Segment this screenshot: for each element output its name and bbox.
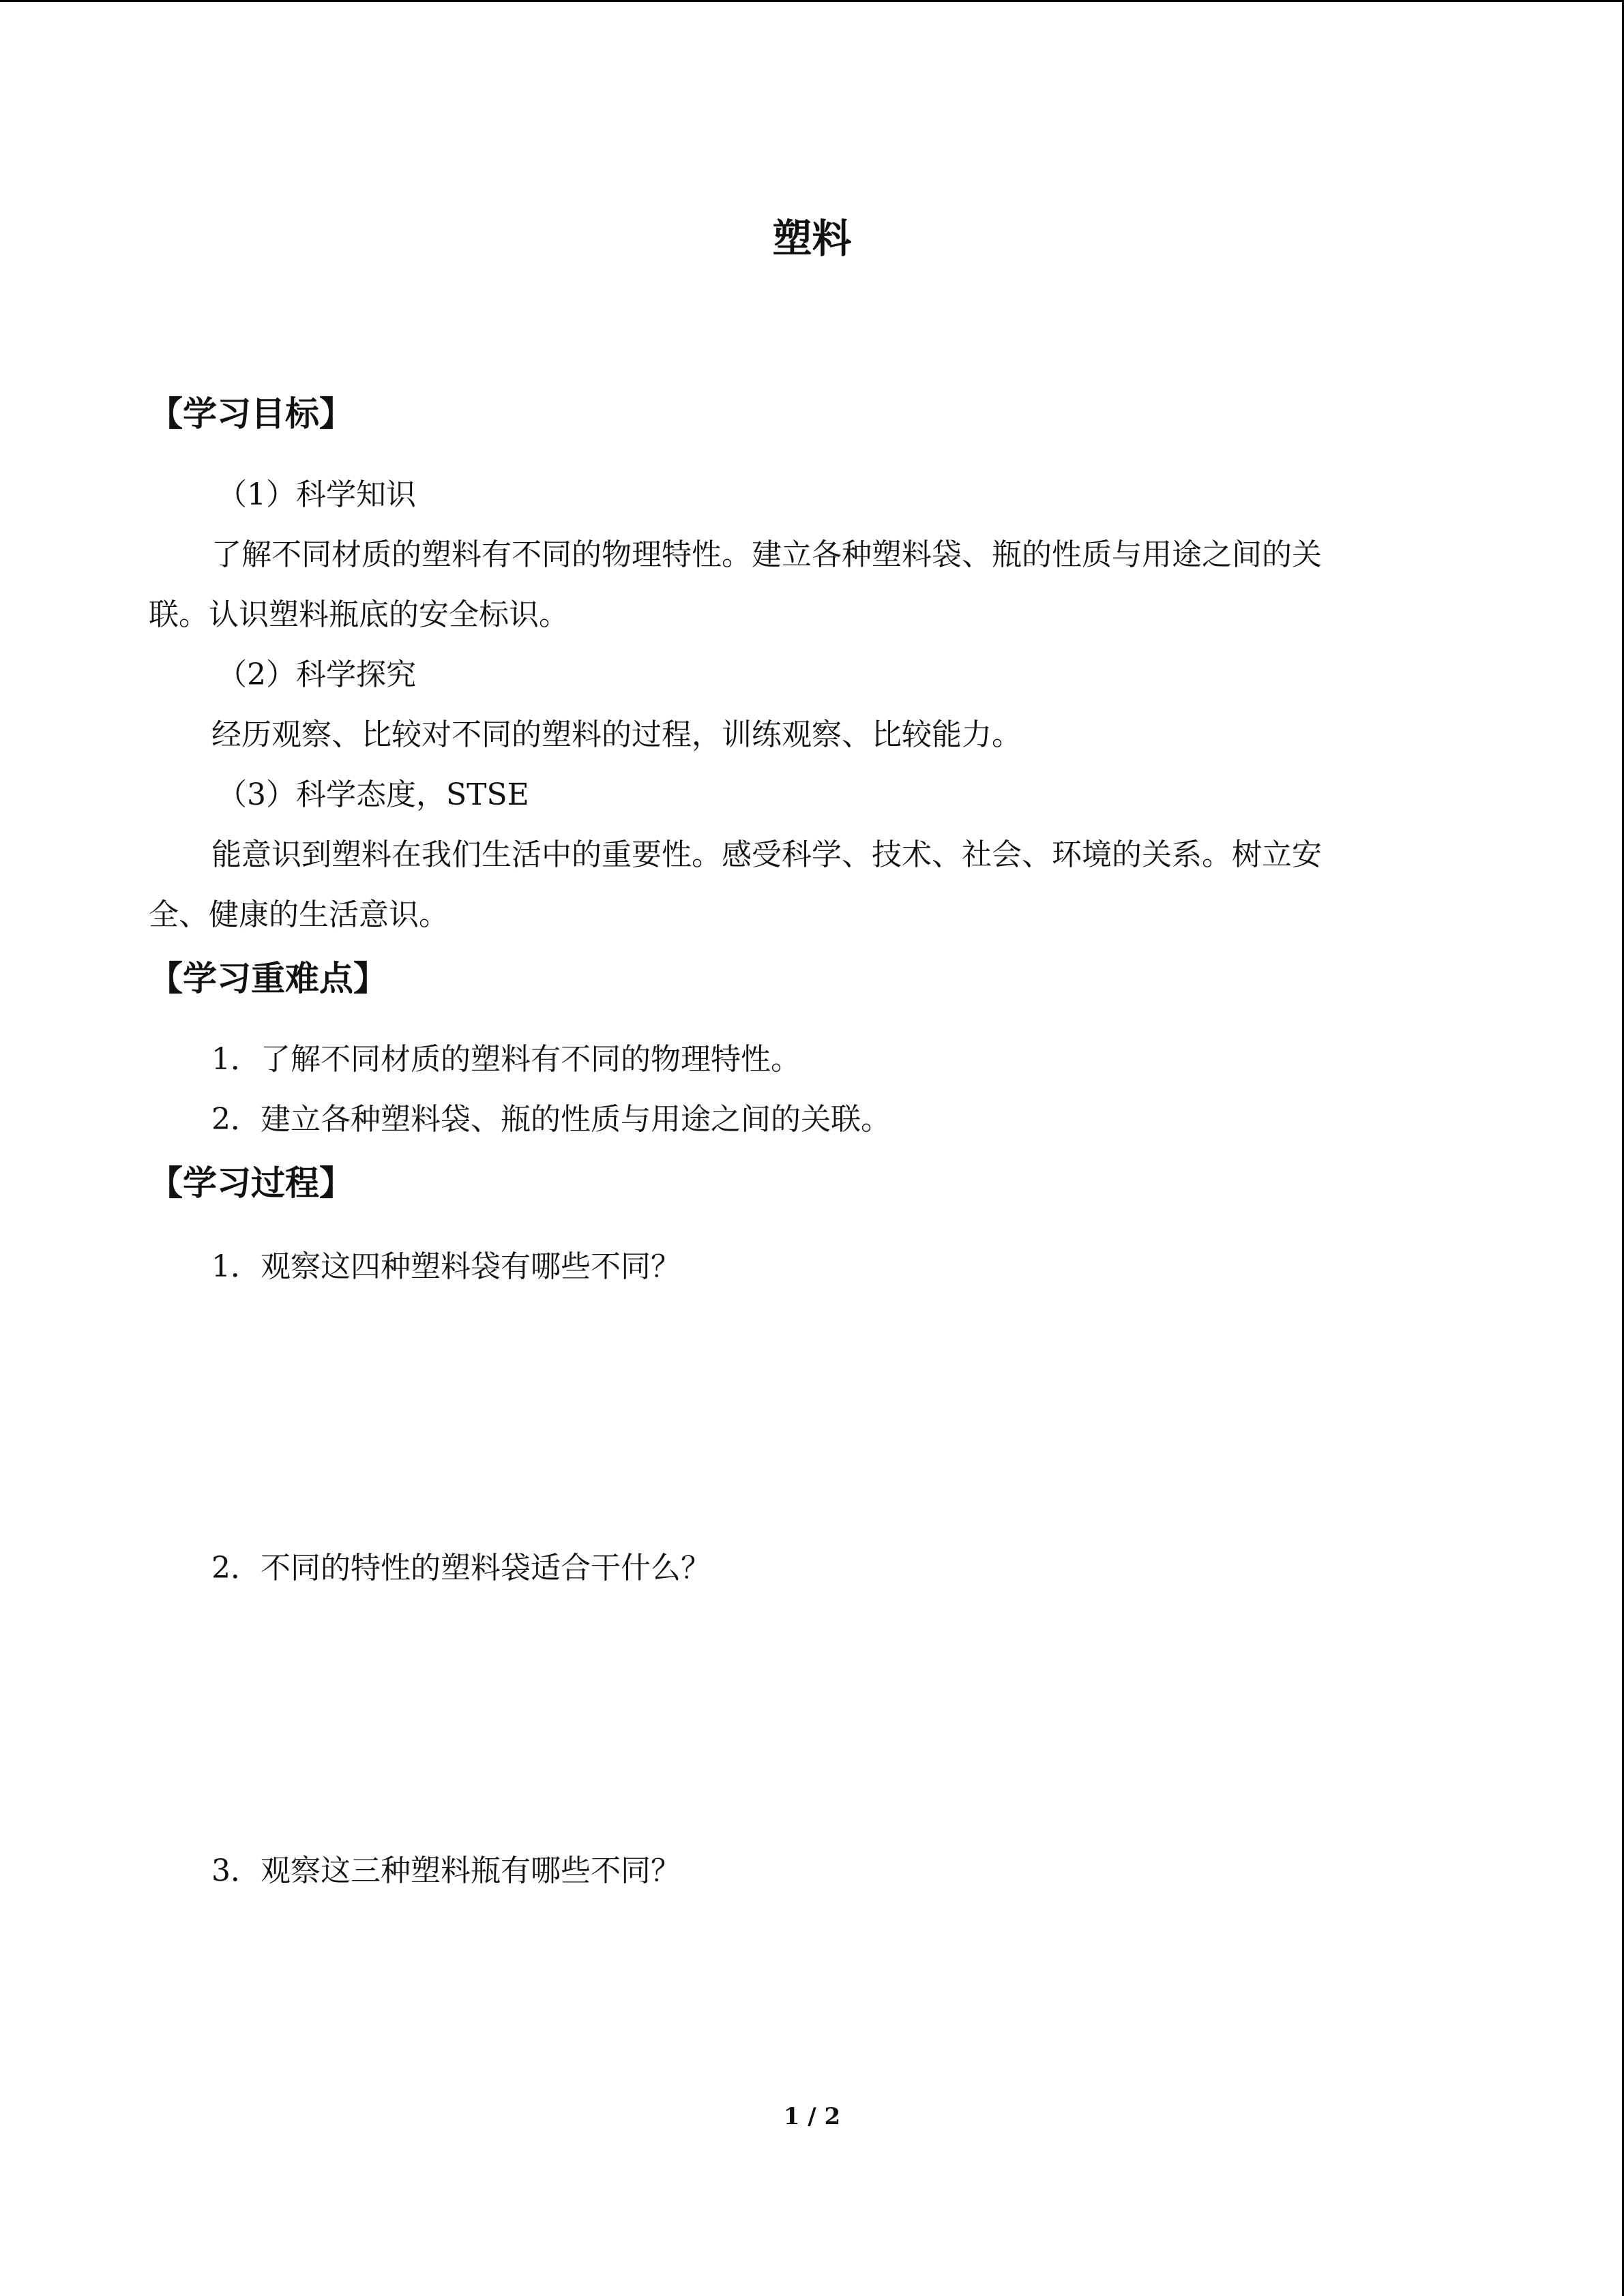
section-heading-key-points: 【学习重难点】: [149, 959, 387, 998]
goal-inquiry-text: 经历观察、比较对不同的塑料的过程，训练观察、比较能力。: [211, 717, 1022, 752]
goal-inquiry-label: （2）科学探究: [217, 657, 416, 692]
goal-knowledge-text-line1: 了解不同材质的塑料有不同的物理特性。建立各种塑料袋、瓶的性质与用途之间的关: [211, 537, 1322, 572]
process-item-2: 2．不同的特性的塑料袋适合干什么？: [211, 1551, 711, 1585]
goal-knowledge-text-line2: 联。认识塑料瓶底的安全标识。: [149, 597, 569, 632]
section-heading-process: 【学习过程】: [149, 1163, 353, 1203]
goal-attitude-label: （3）科学态度，STSE: [217, 777, 529, 812]
goal-attitude-text-line1: 能意识到塑料在我们生活中的重要性。感受科学、技术、社会、环境的关系。树立安: [211, 837, 1322, 872]
goal-attitude-text-line2: 全、健康的生活意识。: [149, 897, 449, 932]
document-title: 塑料: [772, 215, 852, 262]
key-point-item-1: 1．了解不同材质的塑料有不同的物理特性。: [211, 1042, 801, 1077]
goal-knowledge-label: （1）科学知识: [217, 477, 416, 512]
process-item-1: 1．观察这四种塑料袋有哪些不同？: [211, 1249, 681, 1284]
page-number: 1 / 2: [783, 2103, 841, 2130]
key-point-item-2: 2．建立各种塑料袋、瓶的性质与用途之间的关联。: [211, 1102, 891, 1137]
section-heading-goals: 【学习目标】: [149, 394, 353, 434]
process-item-3: 3．观察这三种塑料瓶有哪些不同？: [211, 1853, 681, 1888]
